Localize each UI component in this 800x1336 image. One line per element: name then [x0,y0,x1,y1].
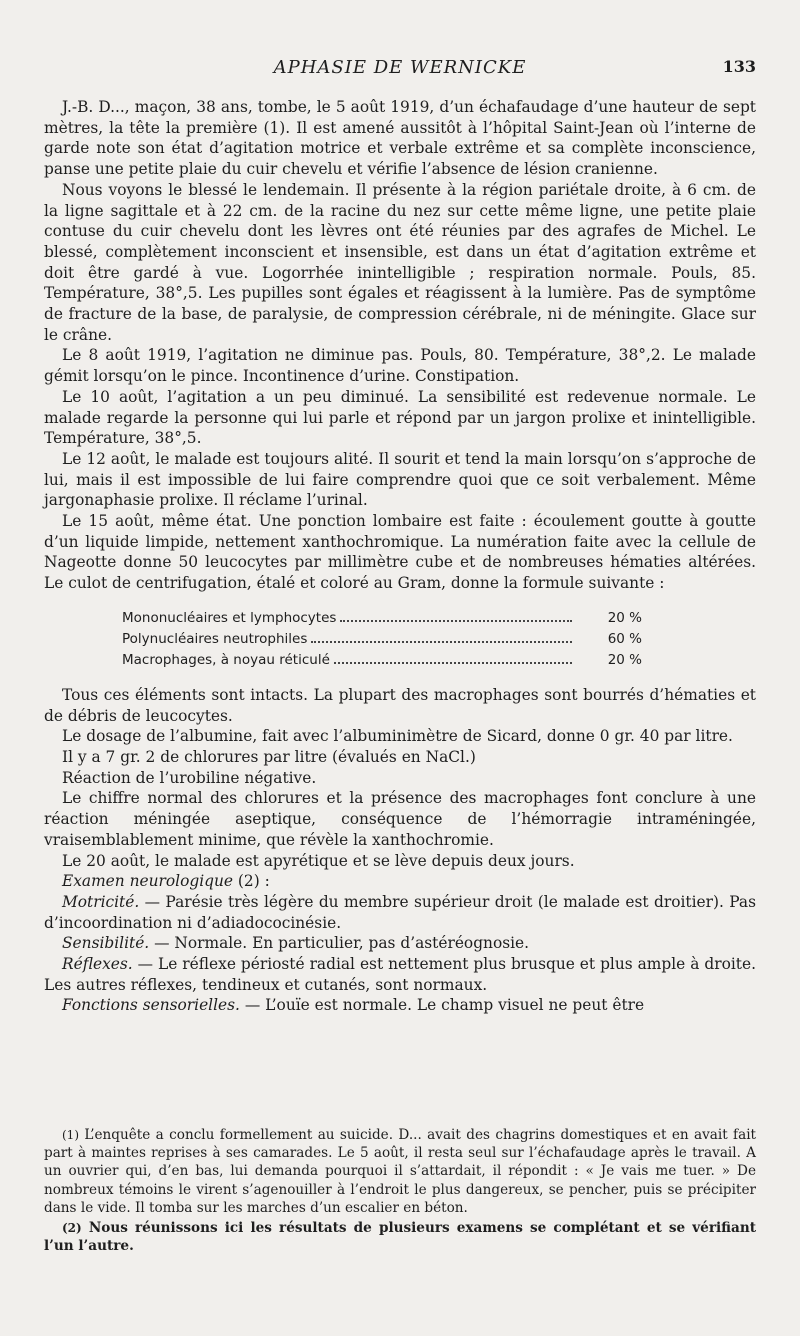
footnote [44,1219,756,1255]
formula-value: 20 % [607,609,642,626]
exam-item-text: — Parésie très légère du membre supérieur droit (le malade est droitier). Pas d’incoordination ni d’adiadococinésie. [44,892,756,932]
exam-heading-paragraph [44,871,756,892]
footnote-mark: (2) [62,1221,82,1236]
paragraph: J.-B. D..., maçon, 38 ans, tombe, le 5 août 1919, d’un échafaudage d’une hauteur de sept mètres, la tête la première (1). Il est amené aussitôt à l’hôpital Saint-Jean où l’interne de garde note son état d’agitation motrice et verbale extrême et sa complète inconscience, panse une petite plaie du cuir chevelu et vérifie l’absence de lésion cranienne. [44,98,756,179]
exam-item-text: — Le réflexe périosté radial est nettement plus brusque et plus ample à droite. Les autres réflexes, tendineux et cutanés, sont normaux. [44,955,756,994]
leader-dots [311,640,572,643]
exam-item-text: — Normale. En particulier, pas d’astéréognosie. [154,934,530,953]
footnote-text: Nous réunissons ici les résultats de plusieurs examens se complétant et se vérifiant l’un l’autre. [44,1220,757,1255]
running-title: APHASIE DE WERNICKE [273,57,527,78]
paragraph: Tous ces éléments sont intacts. La plupart des macrophages sont bourrés d’hématies et de débris de leucocytes. [44,685,756,725]
paragraph: Le dosage de l’albumine, fait avec l’albuminimètre de Sicard, donne 0 gr. 40 par litre. [62,727,733,746]
formula-label: Mononucléaires et lymphocytes [122,609,337,626]
paragraph: Réaction de l’urobiline négative. [62,768,317,787]
exam-heading-note: (2) : [237,872,270,891]
formula-label: Polynucléaires neutrophiles [122,630,308,647]
exam-item-label: Sensibilité. [62,934,150,953]
leader-dots [334,661,572,664]
body-text [44,97,756,1016]
cell-formula-table [122,608,642,671]
formula-row [122,650,642,671]
paragraph: Le 20 août, le malade est apyrétique et se lève depuis deux jours. [62,851,575,870]
formula-row [122,629,642,650]
footnote-mark: (1) [62,1128,79,1142]
exam-heading: Examen neurologique [62,872,233,891]
footnote [44,1126,756,1217]
paragraph: Le 15 août, même état. Une ponction lombaire est faite : écoulement goutte à goutte d’un liquide limpide, nettement xanthochromique. La numération faite avec la cellule de Nageotte donne 50 leucocytes par millimètre cube et de nombreuses hématies altérées. Le culot de centrifugation, étalé et coloré au Gram, donne la formule suivante : [44,512,756,593]
footnotes [44,1126,756,1257]
running-head [44,57,756,83]
exam-item-text: — L’ouïe est normale. Le champ visuel ne peut être [244,996,645,1015]
paragraph: Le 10 août, l’agitation a un peu diminué. La sensibilité est redevenue normale. Le malade regarde la personne qui lui parle et répond par un jargon prolixe et inintelligible. Température, 38°,5. [44,387,756,448]
exam-item [44,933,756,954]
formula-value: 60 % [607,630,642,647]
exam-item-label: Fonctions sensorielles. [62,996,240,1015]
page-number: 133 [722,57,756,76]
exam-item-label: Réflexes. [62,955,133,974]
formula-value: 20 % [607,651,642,668]
leader-dots [340,619,572,622]
exam-item-label: Motricité. [62,892,140,911]
exam-item [44,995,756,1016]
formula-row [122,608,642,629]
paragraph: Nous voyons le blessé le lendemain. Il présente à la région pariétale droite, à 6 cm. de la ligne sagittale et à 22 cm. de la racine du nez sur cette même ligne, une petite plaie contuse du cuir chevelu dont les lèvres ont été réunies par des agrafes de Michel. Le blessé, complètement inconscient et insensible, est dans un état d’agitation extrême et doit être gardé à vue. Logorrhée inintelligible ; respiration normale. Pouls, 85. Température, 38°,5. Les pupilles sont égales et réagissent à la lumière. Pas de symptôme de fracture de la base, de paralysie, de compression cérébrale, ni de méningite. Glace sur le crâne. [44,180,756,344]
exam-item [44,892,756,933]
paragraph: Le 12 août, le malade est toujours alité. Il sourit et tend la main lorsqu’on s’approche de lui, mais il est impossible de lui faire comprendre quoi que ce soit verbalement. Même jargonaphasie prolixe. Il réclame l’urinal. [44,449,756,510]
footnote-text: L’enquête a conclu formellement au suicide. D... avait des chagrins domestiques et en avait fait part à maintes reprises à ses camarades. Le 5 août, il resta seul sur l’échafaudage après le travail. A un ouvrier qui, d’en bas, lui demanda pourquoi il s’attardait, il répondit : « Je vais me tuer. » De nombreux témoins le virent s’agenouiller à l’endroit le plus dangereux, se pencher, puis se précipiter dans le vide. Il tomba sur les marches d’un escalier en béton. [44,1127,757,1216]
exam-item [44,954,756,995]
formula-label: Macrophages, à noyau réticulé [122,651,330,668]
paragraph: Le chiffre normal des chlorures et la présence des macrophages font conclure à une réaction méningée aseptique, conséquence de l’hémorragie intraméningée, vraisemblablement minime, que révèle la xanthochromie. [44,789,756,849]
paragraph: Il y a 7 gr. 2 de chlorures par litre (évalués en NaCl.) [62,747,476,766]
paragraph: Le 8 août 1919, l’agitation ne diminue pas. Pouls, 80. Température, 38°,2. Le malade gémit lorsqu’on le pince. Incontinence d’urine. Constipation. [44,346,756,386]
